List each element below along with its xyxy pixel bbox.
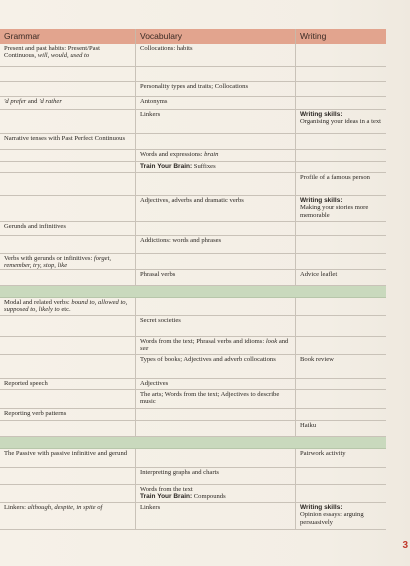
table-row [0, 409, 386, 421]
grammar-text: Gerunds and infinitives [4, 223, 66, 230]
grammar-cell [0, 337, 136, 354]
table-row [0, 150, 386, 162]
grammar-cell [0, 390, 136, 408]
grammar-text: Reporting verb patterns [4, 410, 67, 417]
grammar-cell [0, 162, 136, 172]
grammar-cell [0, 379, 136, 389]
vocabulary-text: Compounds [192, 493, 226, 501]
vocabulary-text: and [277, 338, 289, 345]
vocabulary-italic: brain [204, 151, 219, 158]
writing-text: Opinion essays: arguing persuasively [300, 511, 364, 526]
writing-cell [296, 409, 386, 420]
vocabulary-text: Secret societies [140, 317, 181, 324]
grammar-text: and [26, 98, 40, 105]
writing-bold: Writing skills: [300, 111, 343, 118]
header-vocabulary: Vocabulary [136, 29, 296, 44]
table-body [0, 44, 386, 530]
vocabulary-text: Collocations: habits [140, 45, 193, 52]
table-row [0, 298, 386, 316]
grammar-italic: forget, remember, try, stop, like [4, 255, 112, 269]
table-row [0, 390, 386, 409]
vocabulary-cell [136, 67, 296, 81]
vocabulary-text: Words from the text [140, 486, 193, 493]
vocabulary-cell [136, 173, 296, 195]
grammar-text: Modal and related verbs: [4, 299, 72, 306]
grammar-text: etc. [59, 306, 71, 314]
vocabulary-cell [136, 485, 296, 502]
writing-cell [296, 173, 386, 195]
table-row [0, 162, 386, 173]
table-row [0, 270, 386, 286]
table-row [0, 254, 386, 270]
grammar-cell [0, 44, 136, 66]
grammar-text: The Passive with passive infinitive and gerund [4, 450, 128, 457]
table-row [0, 468, 386, 485]
vocabulary-cell [136, 150, 296, 161]
grammar-italic: 'd rather [39, 98, 62, 105]
grammar-cell [0, 449, 136, 467]
grammar-cell [0, 355, 136, 378]
vocabulary-cell [136, 97, 296, 109]
vocabulary-text: Linkers [140, 504, 161, 511]
grammar-text: Narrative tenses with Past Perfect Continuous [4, 135, 126, 142]
writing-cell [296, 337, 386, 354]
table-row [0, 97, 386, 110]
writing-cell [296, 44, 386, 66]
section-divider [0, 286, 386, 298]
grammar-cell [0, 254, 136, 269]
vocabulary-cell [136, 316, 296, 336]
writing-text: Pairwork activity [300, 450, 346, 457]
grammar-cell [0, 236, 136, 253]
table-row [0, 134, 386, 150]
grammar-cell [0, 150, 136, 161]
vocabulary-text: Phrasal verbs [140, 271, 176, 278]
vocabulary-cell [136, 409, 296, 420]
vocabulary-bold: Train Your Brain: [140, 493, 193, 501]
vocabulary-cell [136, 503, 296, 529]
vocabulary-cell [136, 44, 296, 66]
vocabulary-italic: see [140, 345, 149, 353]
writing-cell [296, 134, 386, 149]
grammar-cell [0, 82, 136, 96]
header-writing: Writing [300, 31, 327, 41]
table-row [0, 82, 386, 97]
section-divider [0, 437, 386, 449]
writing-cell [296, 97, 386, 109]
vocabulary-text: Linkers [140, 111, 161, 118]
grammar-cell [0, 409, 136, 420]
table-row [0, 316, 386, 337]
grammar-cell [0, 468, 136, 484]
header-grammar: Grammar [0, 29, 136, 44]
grammar-cell [0, 173, 136, 195]
vocabulary-cell [136, 222, 296, 235]
writing-cell [296, 298, 386, 315]
table-row [0, 337, 386, 355]
writing-cell [296, 150, 386, 161]
writing-cell [296, 270, 386, 285]
writing-cell [296, 110, 386, 133]
writing-cell [296, 82, 386, 96]
vocabulary-text: Personality types and traits; Collocations [140, 83, 249, 90]
writing-cell [296, 485, 386, 502]
vocabulary-cell [136, 254, 296, 269]
vocabulary-cell [136, 134, 296, 149]
table-row [0, 355, 386, 379]
vocabulary-cell [136, 390, 296, 408]
vocabulary-text: Words from the text; Phrasal verbs and idioms: [140, 338, 266, 345]
grammar-cell [0, 503, 136, 529]
vocabulary-text: Adjectives [140, 380, 169, 387]
grammar-cell [0, 316, 136, 336]
vocabulary-text: Suffixes [192, 163, 216, 170]
writing-cell [296, 254, 386, 269]
writing-cell [296, 468, 386, 484]
vocabulary-cell [136, 162, 296, 172]
grammar-italic: will, would, used to [37, 52, 90, 60]
vocabulary-cell [136, 236, 296, 253]
table-header [0, 29, 386, 44]
table-row [0, 503, 386, 530]
table-row [0, 67, 386, 82]
grammar-cell [0, 134, 136, 149]
grammar-text: Linkers: [4, 504, 28, 511]
vocabulary-bold: Train Your Brain: [140, 163, 193, 170]
writing-cell [296, 379, 386, 389]
table-row [0, 222, 386, 236]
vocabulary-cell [136, 196, 296, 221]
vocabulary-cell [136, 449, 296, 467]
writing-bold: Writing skills: [300, 504, 343, 511]
grammar-italic: 'd prefer [4, 98, 27, 105]
table-row [0, 196, 386, 222]
table-row [0, 236, 386, 254]
vocabulary-cell [136, 468, 296, 484]
table-row [0, 485, 386, 503]
page-number: 3 [402, 540, 408, 551]
table-row [0, 449, 386, 468]
writing-bold: Writing skills: [300, 197, 343, 204]
writing-text: Book review [300, 356, 334, 363]
vocabulary-text: Types of books; Adjectives and adverb collocations [140, 356, 276, 363]
table-row [0, 44, 386, 67]
vocabulary-italic: look [265, 338, 278, 345]
grammar-text: Verbs with gerunds or infinitives: [4, 255, 94, 262]
grammar-cell [0, 67, 136, 81]
grammar-text: Present and past habits: Present/Past Continuous, [4, 45, 100, 60]
writing-cell [296, 236, 386, 253]
vocabulary-cell [136, 379, 296, 389]
vocabulary-text: Words and expressions: [140, 151, 205, 158]
grammar-cell [0, 97, 136, 109]
writing-text: Organising your ideas in a text [300, 118, 382, 126]
vocabulary-text: Adjectives, adverbs and dramatic verbs [140, 197, 244, 204]
writing-cell [296, 67, 386, 81]
writing-text: Haiku [300, 422, 317, 429]
grammar-cell [0, 485, 136, 502]
grammar-cell [0, 222, 136, 235]
writing-cell [296, 421, 386, 436]
writing-cell [296, 449, 386, 467]
vocabulary-cell [136, 298, 296, 315]
grammar-italic: bound to, allowed to, supposed to, likely to [4, 299, 128, 314]
grammar-text: Reported speech [4, 380, 48, 387]
grammar-cell [0, 196, 136, 221]
writing-cell [296, 390, 386, 408]
writing-text: Profile of a famous person [300, 174, 370, 181]
writing-cell [296, 196, 386, 221]
writing-text: Advice leaflet [300, 271, 338, 278]
grammar-cell [0, 298, 136, 315]
grammar-cell [0, 421, 136, 436]
writing-cell [296, 222, 386, 235]
vocabulary-cell [136, 82, 296, 96]
writing-cell [296, 316, 386, 336]
grammar-cell [0, 270, 136, 285]
vocabulary-text: Interpreting graphs and charts [140, 469, 219, 476]
table-row [0, 421, 386, 437]
writing-cell [296, 355, 386, 378]
vocabulary-cell [136, 421, 296, 436]
writing-text: Making your stories more memorable [300, 204, 369, 219]
vocabulary-cell [136, 270, 296, 285]
vocabulary-cell [136, 337, 296, 354]
grammar-cell [0, 110, 136, 133]
vocabulary-cell [136, 355, 296, 378]
table-row [0, 379, 386, 390]
writing-cell [296, 162, 386, 172]
vocabulary-text: Antonyms [140, 98, 168, 105]
vocabulary-text: The arts; Words from the text; Adjectives to describe music [140, 391, 280, 406]
vocabulary-cell [136, 110, 296, 133]
writing-cell [296, 503, 386, 529]
grammar-italic: although, despite, in spite of [27, 504, 103, 511]
vocabulary-text: Addictions: words and phrases [140, 237, 222, 244]
table-row [0, 110, 386, 134]
table-row [0, 173, 386, 196]
